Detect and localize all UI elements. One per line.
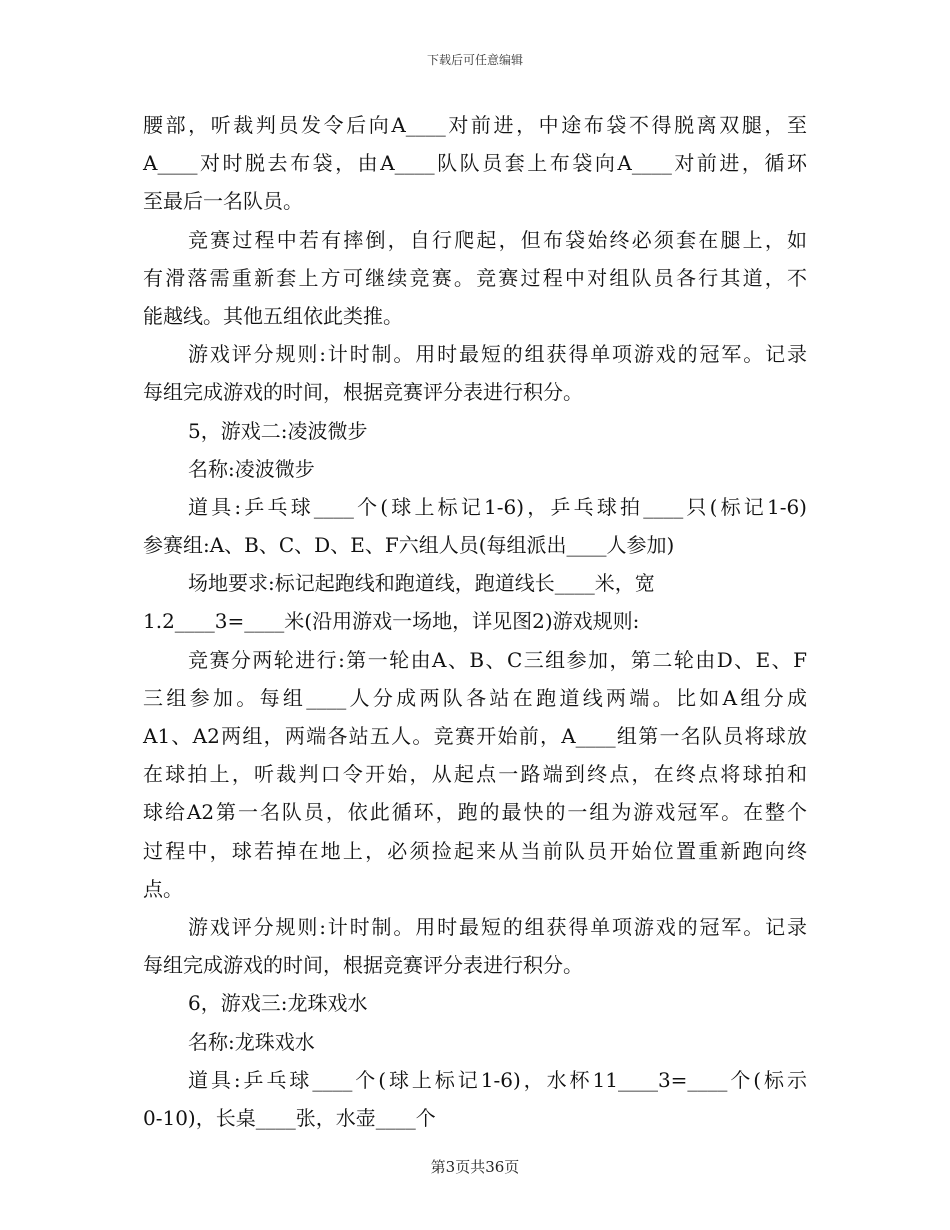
text-line: 1.2____3=____米(沿用游戏一场地，详见图2)游戏规则: — [143, 609, 640, 634]
text-line: 每组完成游戏的时间，根据竞赛评分表进行积分。 — [143, 953, 583, 978]
text-line: 5，游戏二:凌波微步 — [188, 418, 368, 443]
text-line: 腰部，听裁判员发令后向A____对前进，中途布袋不得脱离双腿，至 — [143, 113, 807, 137]
text-line: 名称:龙珠戏水 — [188, 1029, 315, 1054]
document-body — [143, 106, 807, 1137]
text-line: 点。 — [143, 876, 183, 901]
text-line: 游戏评分规则:计时制。用时最短的组获得单项游戏的冠军。记录 — [188, 342, 807, 367]
text-line: 6，游戏三:龙珠戏水 — [188, 991, 368, 1016]
text-line: 游戏评分规则:计时制。用时最短的组获得单项游戏的冠军。记录 — [188, 914, 807, 939]
text-line: 球给A2第一名队员，依此循环，跑的最快的一组为游戏冠军。在整个 — [143, 800, 807, 825]
page-footer: 第3页共36页 — [430, 1158, 520, 1176]
text-line: A____对时脱去布袋，由A____队队员套上布袋向A____对前进，循环 — [143, 151, 807, 176]
text-line: A1、A2两组，两端各站五人。竞赛开始前，A____组第一名队员将球放 — [143, 724, 807, 748]
text-line: 竞赛过程中若有摔倒，自行爬起，但布袋始终必须套在腿上，如 — [188, 227, 807, 252]
text-line: 名称:凌波微步 — [188, 456, 315, 481]
text-line: 场地要求:标记起跑线和跑道线，跑道线长____米，宽 — [188, 571, 655, 596]
text-line: 三组参加。每组____人分成两队各站在跑道线两端。比如A组分成 — [143, 685, 807, 710]
text-line: 0-10)，长桌____张，水壶____个 — [143, 1105, 436, 1130]
text-line: 过程中，球若掉在地上，必须捡起来从当前队员开始位置重新跑向终 — [143, 838, 807, 863]
text-line: 每组完成游戏的时间，根据竞赛评分表进行积分。 — [143, 380, 583, 405]
text-line: 能越线。其他五组依此类推。 — [143, 303, 403, 328]
text-line: 至最后一名队员。 — [143, 189, 303, 214]
text-line: 道具:乒乓球____个(球上标记1-6)，水杯11____3=____个(标示 — [188, 1067, 807, 1092]
text-line: 有滑落需重新套上方可继续竞赛。竞赛过程中对组队员各行其道，不 — [143, 265, 807, 290]
text-line: 道具:乒乓球____个(球上标记1-6)，乒乓球拍____只(标记1-6) — [188, 494, 807, 519]
text-line: 参赛组:A、B、C、D、E、F六组人员(每组派出____人参加) — [143, 533, 675, 558]
page-header: 下载后可任意编辑 — [426, 53, 523, 67]
text-line: 竞赛分两轮进行:第一轮由A、B、C三组参加，第二轮由D、E、F — [188, 647, 807, 672]
text-line: 在球拍上，听裁判口令开始，从起点一路端到终点，在终点将球拍和 — [143, 762, 807, 787]
